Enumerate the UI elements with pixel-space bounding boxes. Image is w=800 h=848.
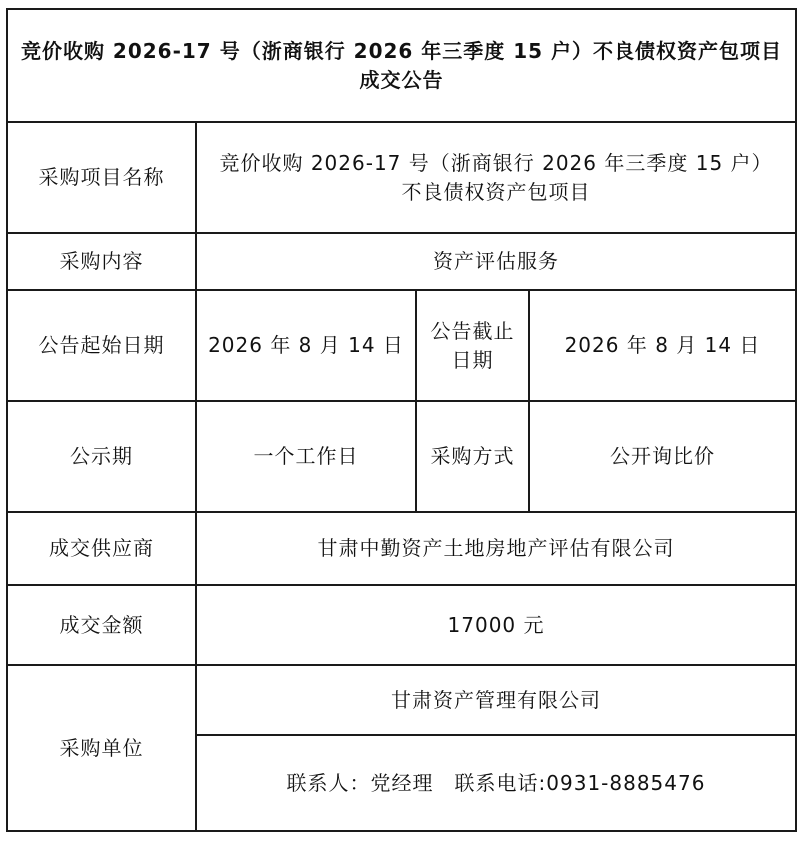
supplier-label: 成交供应商: [7, 512, 196, 585]
table-row: [7, 122, 796, 233]
content-value: 资产评估服务: [196, 233, 796, 290]
project-name-value: 竞价收购 2026-17 号（浙商银行 2026 年三季度 15 户）不良债权资产包项目: [196, 122, 796, 233]
table-row: [7, 512, 796, 585]
method-label: 采购方式: [416, 401, 529, 512]
supplier-value: 甘肃中勤资产土地房地产评估有限公司: [196, 512, 796, 585]
content-label: 采购内容: [7, 233, 196, 290]
unit-label: 采购单位: [7, 665, 196, 831]
project-name-label: 采购项目名称: [7, 122, 196, 233]
table-row: [7, 665, 796, 735]
end-date-label: 公告截止日期: [416, 290, 529, 401]
end-date-value: 2026 年 8 月 14 日: [529, 290, 796, 401]
table-row: [7, 585, 796, 665]
announcement-table: [6, 8, 797, 832]
unit-contact-value: 联系人：党经理 联系电话:0931-8885476: [196, 735, 796, 831]
table-row: [7, 233, 796, 290]
period-value: 一个工作日: [196, 401, 416, 512]
amount-value: 17000 元: [196, 585, 796, 665]
unit-name-value: 甘肃资产管理有限公司: [196, 665, 796, 735]
announcement-title: 竞价收购 2026-17 号（浙商银行 2026 年三季度 15 户）不良债权资产包项目成交公告: [7, 9, 796, 122]
table-row: [7, 401, 796, 512]
amount-label: 成交金额: [7, 585, 196, 665]
period-label: 公示期: [7, 401, 196, 512]
method-value: 公开询比价: [529, 401, 796, 512]
table-row: [7, 290, 796, 401]
start-date-value: 2026 年 8 月 14 日: [196, 290, 416, 401]
start-date-label: 公告起始日期: [7, 290, 196, 401]
